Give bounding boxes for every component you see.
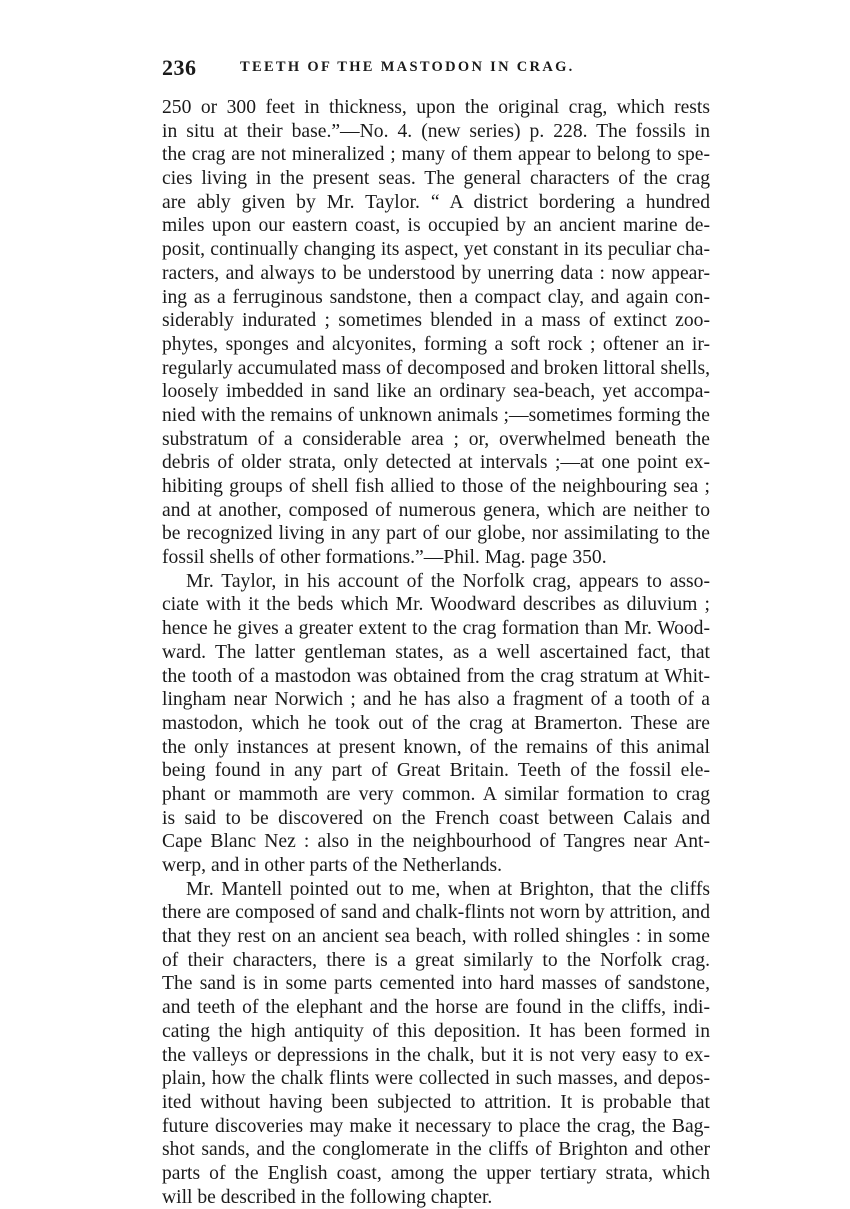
text-line: racters, and always to be understood by unerring data : now appear- xyxy=(162,262,710,284)
text-line: miles upon our eastern coast, is occupied by an ancient marine de- xyxy=(162,215,710,237)
text-line: will be described in the following chapter. xyxy=(162,1186,493,1208)
text-line: being found in any part of Great Britain. Teeth of the fossil ele- xyxy=(162,760,710,782)
text-line: ited without having been subjected to attrition. It is probable that xyxy=(162,1091,710,1113)
text-line: phant or mammoth are very common. A similar formation to crag xyxy=(162,783,710,805)
running-head xyxy=(162,55,710,81)
text-line: are ably given by Mr. Taylor. “ A district bordering a hundred xyxy=(162,191,710,213)
page-number: 236 xyxy=(162,55,197,80)
text-line: future discoveries may make it necessary to place the crag, the Bag- xyxy=(162,1115,710,1137)
text-line: plain, how the chalk flints were collected in such masses, and depos- xyxy=(162,1068,710,1090)
text-line: and at another, composed of numerous genera, which are neither to xyxy=(162,499,710,521)
text-line: Mr. Taylor, in his account of the Norfolk crag, appears to asso- xyxy=(186,570,710,592)
text-line: hibiting groups of shell fish allied to those of the neighbouring sea ; xyxy=(162,476,710,497)
text-line: is said to be discovered on the French coast between Calais and xyxy=(162,807,710,829)
text-line: mastodon, which he took out of the crag at Bramerton. These are xyxy=(162,712,710,734)
text-line: 250 or 300 feet in thickness, upon the original crag, which rests xyxy=(162,97,710,118)
text-line: of their characters, there is a great similarly to the Norfolk crag. xyxy=(162,949,710,971)
running-title: TEETH OF THE MASTODON IN CRAG. xyxy=(240,59,575,75)
text-line: nied with the remains of unknown animals ;—sometimes forming the xyxy=(162,404,710,426)
text-line: hence he gives a greater extent to the crag formation than Mr. Wood- xyxy=(162,618,710,640)
text-line: there are composed of sand and chalk-flints not worn by attrition, and xyxy=(162,902,710,924)
text-line: and teeth of the elephant and the horse are found in the cliffs, indi- xyxy=(162,997,710,1019)
text-line: ing as a ferruginous sandstone, then a compact clay, and again con- xyxy=(162,286,710,308)
text-line: cating the high antiquity of this deposition. It has been formed in xyxy=(162,1020,710,1042)
text-line: lingham near Norwich ; and he has also a fragment of a tooth of a xyxy=(162,689,710,711)
text-line: the only instances at present known, of the remains of this animal xyxy=(162,736,710,758)
text-line: the valleys or depressions in the chalk, but it is not very easy to ex- xyxy=(162,1044,710,1066)
text-line: Mr. Mantell pointed out to me, when at Brighton, that the cliffs xyxy=(186,878,710,900)
text-line: loosely imbedded in sand like an ordinary sea-beach, yet accompa- xyxy=(162,381,710,403)
text-line: the crag are not mineralized ; many of them appear to belong to spe- xyxy=(162,144,710,166)
text-line: cies living in the present seas. The general characters of the crag xyxy=(162,168,710,190)
text-line: posit, continually changing its aspect, yet constant in its peculiar cha- xyxy=(162,239,710,261)
text-line: siderably indurated ; sometimes blended in a mass of extinct zoo- xyxy=(162,310,710,332)
text-line: fossil shells of other formations.”—Phil. Mag. page 350. xyxy=(162,547,607,569)
text-line: Cape Blanc Nez : also in the neighbourhood of Tangres near Ant- xyxy=(162,831,710,853)
text-line: werp, and in other parts of the Netherlands. xyxy=(162,855,503,876)
text-line: debris of older strata, only detected at intervals ;—at one point ex- xyxy=(162,452,710,474)
text-line: in situ at their base.”—No. 4. (new series) p. 228. The fossils in xyxy=(162,120,710,142)
text-line: phytes, sponges and alcyonites, forming a soft rock ; oftener an ir- xyxy=(162,333,710,355)
text-line: shot sands, and the conglomerate in the cliffs of Brighton and other xyxy=(162,1139,710,1161)
text-line: ward. The latter gentleman states, as a well ascertained fact, that xyxy=(162,641,710,663)
text-line: ciate with it the beds which Mr. Woodward describes as diluvium ; xyxy=(162,594,710,616)
text-line: that they rest on an ancient sea beach, with rolled shingles : in some xyxy=(162,926,710,948)
text-line: the tooth of a mastodon was obtained from the crag stratum at Whit- xyxy=(162,665,710,687)
text-line: be recognized living in any part of our globe, nor assimilating to the xyxy=(162,523,710,545)
text-line: The sand is in some parts cemented into hard masses of sandstone, xyxy=(162,973,710,995)
text-line: parts of the English coast, among the upper tertiary strata, which xyxy=(162,1162,710,1184)
text-line: substratum of a considerable area ; or, overwhelmed beneath the xyxy=(162,428,710,450)
body-text xyxy=(162,96,710,1209)
text-line: regularly accumulated mass of decomposed and broken littoral shells, xyxy=(162,357,710,379)
